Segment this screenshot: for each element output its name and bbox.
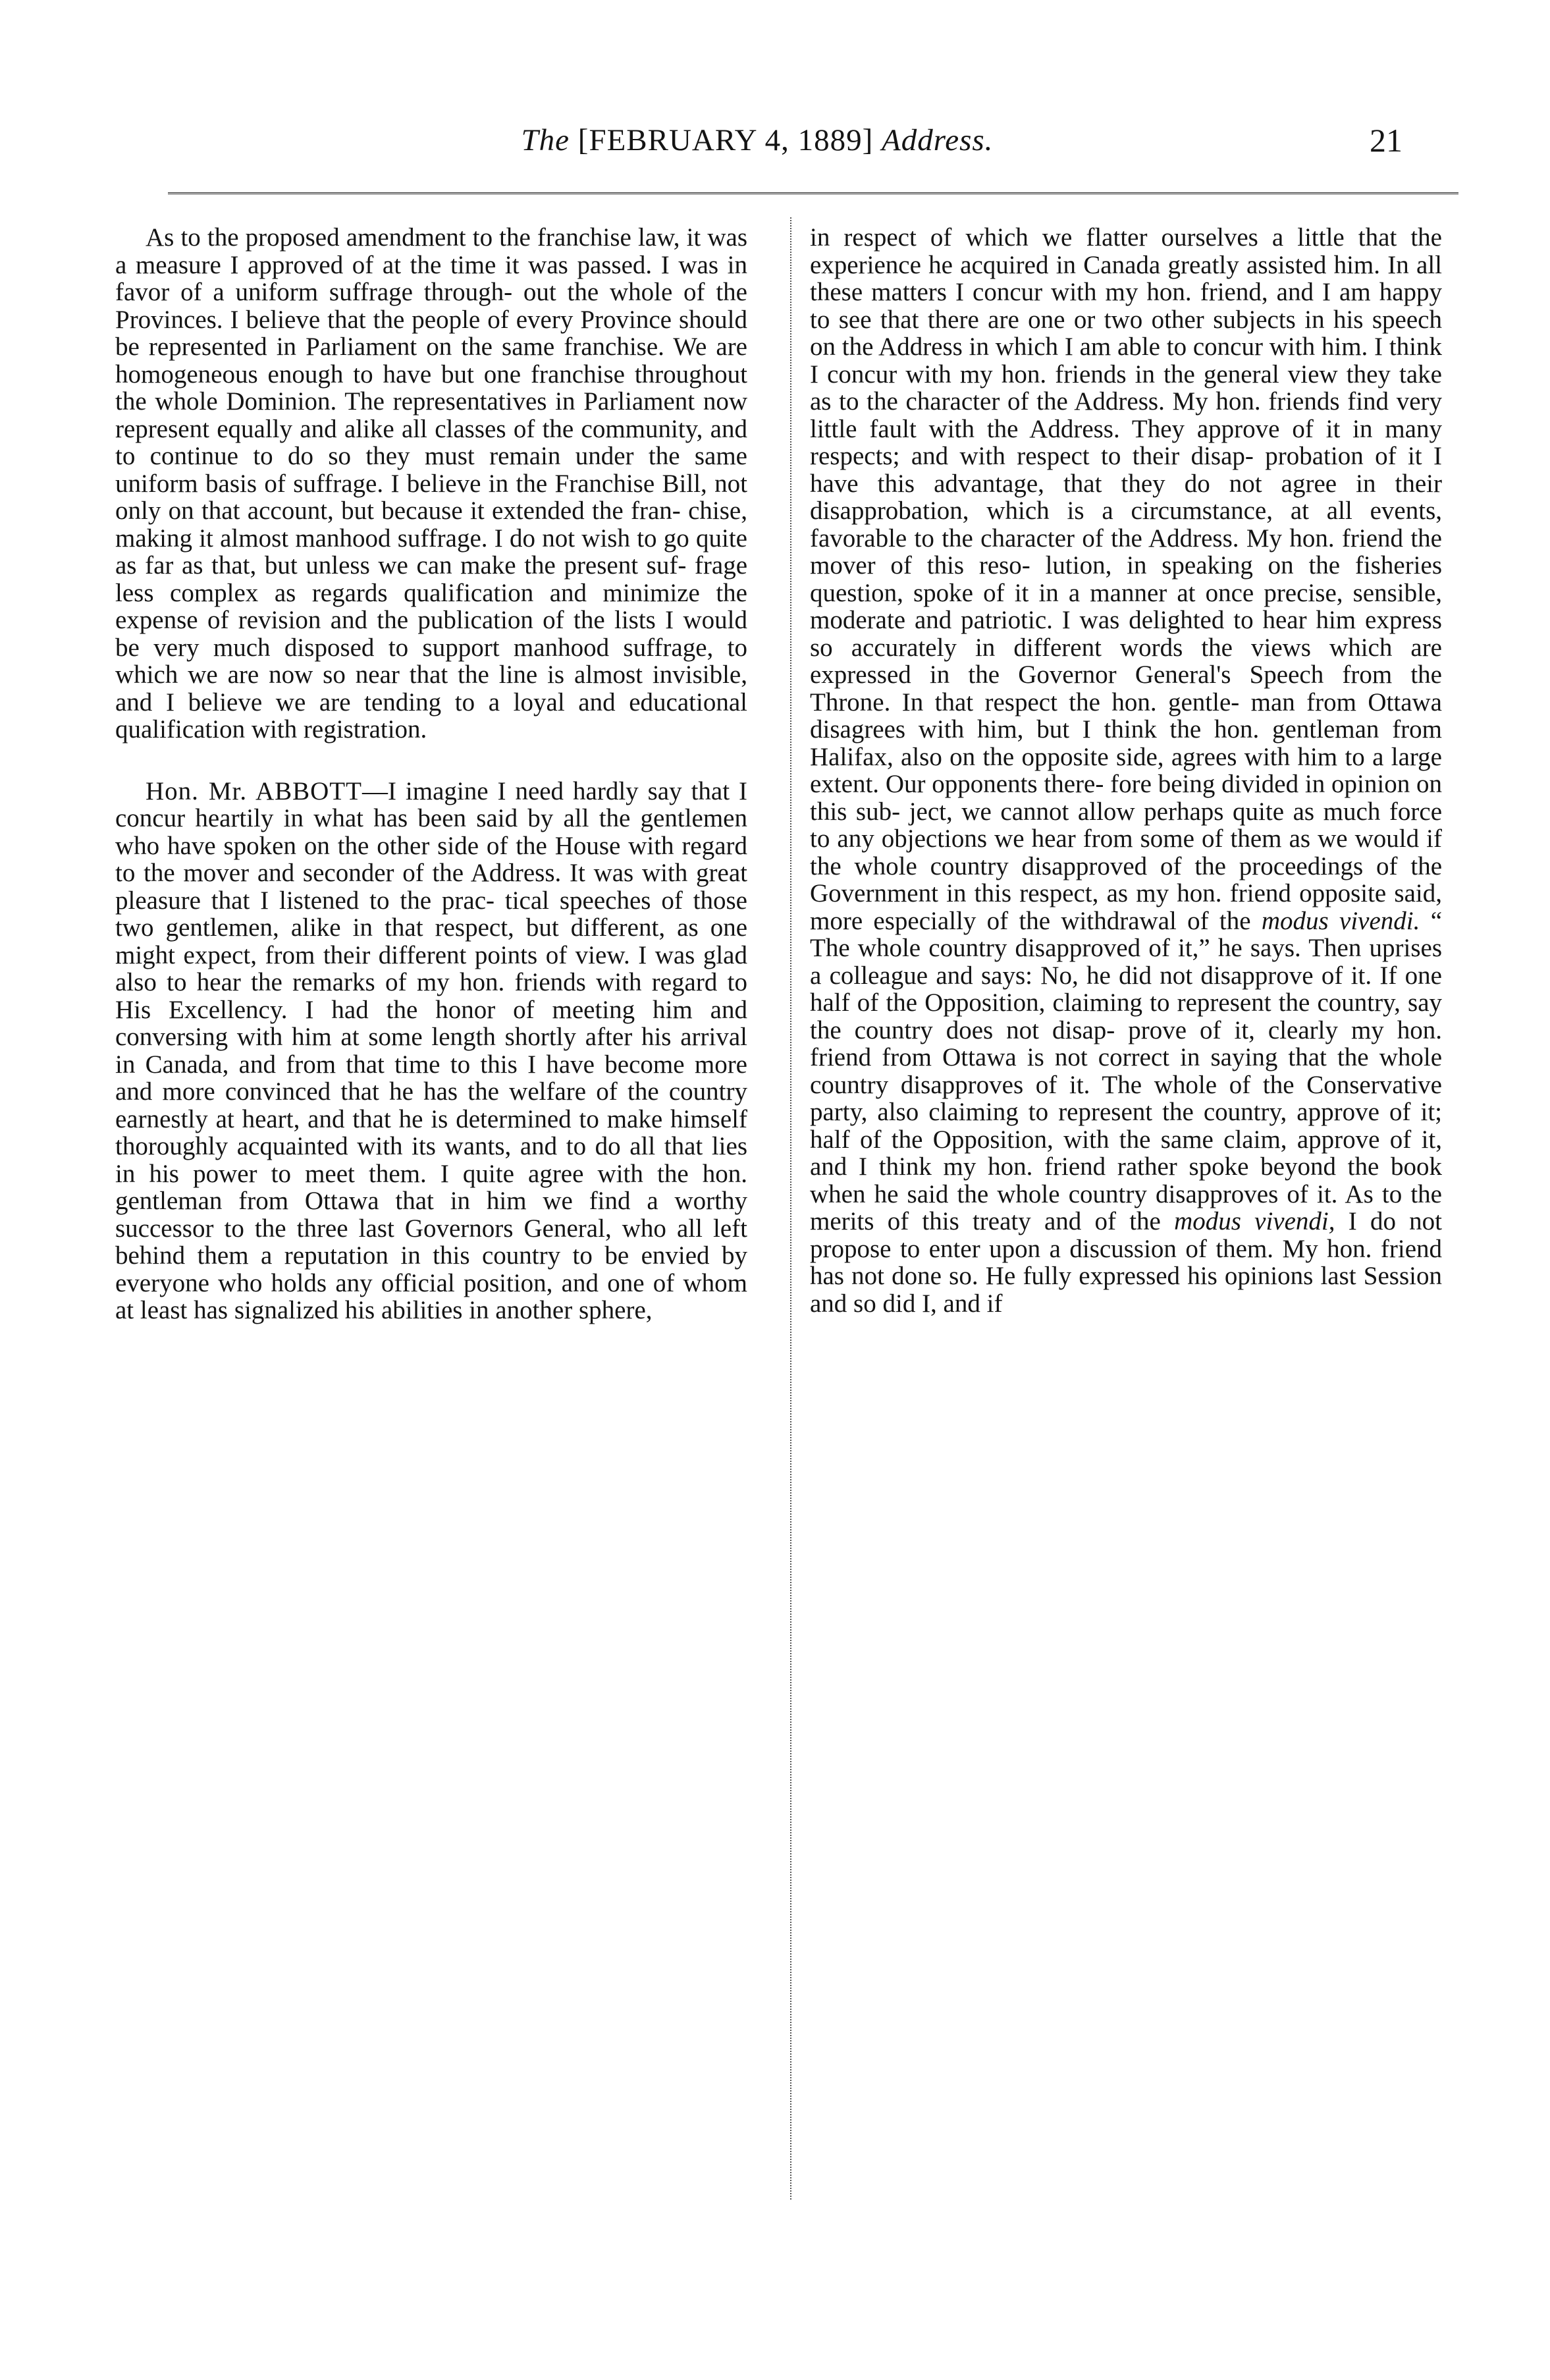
modus-vivendi-2: modus vivendi, (1174, 1207, 1335, 1235)
left-column (115, 224, 747, 1324)
right-column (810, 224, 1442, 1317)
right-text-3: I do not propose to enter upon a discussion of them. My hon. friend has not done so. He fully expressed his opinions last Session and so did I, and if (810, 1207, 1442, 1318)
title-prefix: The (521, 123, 570, 157)
title-suffix: Address. (881, 123, 994, 157)
abbott-speech: —I imagine I need hardly say that I concur heartily in what has been said by all the gentlemen who have spoken on the other side of the House with regard to the mover and seconder of the Address. It was with great pleasure that I listened to the prac- tical speeches of those two gentlemen, alike in that respect, but different, as one might expect, from their different points of view. I was glad also to hear the remarks of my hon. friends with regard to His Excellency. I had the honor of meeting him and conversing with him at some length shortly after his arrival in Canada, and from that time to this I have become more and more convinced that he has the welfare of the country earnestly at heart, and that he is determined to make himself thoroughly acquainted with its wants, and to do all that lies in his power to meet them. I quite agree with the hon. gentleman from Ottawa that in him we find a worthy successor to the three last Governors General, who all left behind them a reputation in this country to be envied by everyone who holds any official position, and one of whom at least has signalized his abilities in another sphere, (115, 776, 747, 1324)
franchise-paragraph: As to the proposed amendment to the franchise law, it was a measure I approved of at the time it was passed. I was in favor of a uniform suffrage through- out the whole of the Provinces. I believe that the people of every Province should be represented in Parliament on the same franchise. We are homogeneous enough to have but one franchise throughout the whole Dominion. The representatives in Parliament now represent equally and alike all classes of the community, and to continue to do so they must remain under the same uniform basis of suffrage. I believe in the Franchise Bill, not only on that account, but because it extended the fran- chise, making it almost manhood suffrage. I do not wish to go quite as far as that, but unless we can make the present suf- frage less complex as regards qualification and minimize the expense of revision and the publication of the lists I would be very much disposed to support manhood suffrage, to which we are now so near that the line is almost invisible, and I believe we are tending to a loyal and educational qualification with registration. (115, 223, 747, 744)
header-rule (168, 192, 1458, 194)
speaker-name: Hon. Mr. ABBOTT (146, 776, 362, 805)
abbott-paragraph (115, 778, 747, 1324)
page-number: 21 (1370, 122, 1403, 159)
right-column-paragraph (810, 224, 1442, 1317)
column-divider (790, 217, 791, 2200)
running-head (112, 117, 1403, 163)
running-title (112, 117, 1403, 163)
modus-vivendi-1: modus vivendi. (1261, 906, 1420, 935)
right-text-2: “ The whole country disapproved of it,” he says. Then uprises a colleague and says: No, he did not disapprove of it. If one half of the Opposition, claiming to represent the country, say the country does not disap- prove of it, clearly my hon. friend from Ottawa is not correct in saying that the whole country disapproves of it. The whole of the Conservative party, also claiming to represent the country, approve of it; half of the Opposition, with the same claim, approve of it, and I think my hon. friend rather spoke beyond the book when he said the whole country disapproves of it. As to the merits of this treaty and of the (810, 906, 1443, 1235)
right-text-1: in respect of which we flatter ourselves a little that the experience he acquired in Canada greatly assisted him. In all these matters I concur with my hon. friend, and I am happy to see that there are one or two other subjects in his speech on the Address in which I am able to concur with him. I think I concur with my hon. friends in the general view they take as to the character of the Address. My hon. friends find very little fault with the Address. They approve of it in many respects; and with respect to their disap- probation of it I have this advantage, that they do not agree in their disapprobation, which is a circumstance, at all events, favorable to the character of the Address. My hon. friend the mover of this reso- lution, in speaking on the fisheries question, spoke of it in a manner at once precise, sensible, moderate and patriotic. I was delighted to hear him express so accurately in different words the views which are expressed in the Governor General's Speech from the Throne. In that respect the hon. gentle- man from Ottawa disagrees with him, but I think the hon. gentleman from Halifax, also on the opposite side, agrees with him to a large extent. Our opponents there- fore being divided in opinion on this sub- ject, we cannot allow perhaps quite as much force to any objections we hear from some of them as we would if the whole country disapproved of the proceedings of the Government in this respect, as my hon. friend opposite said, more especially of the withdrawal of the (810, 223, 1442, 935)
title-date: [FEBRUARY 4, 1889] (577, 123, 874, 157)
